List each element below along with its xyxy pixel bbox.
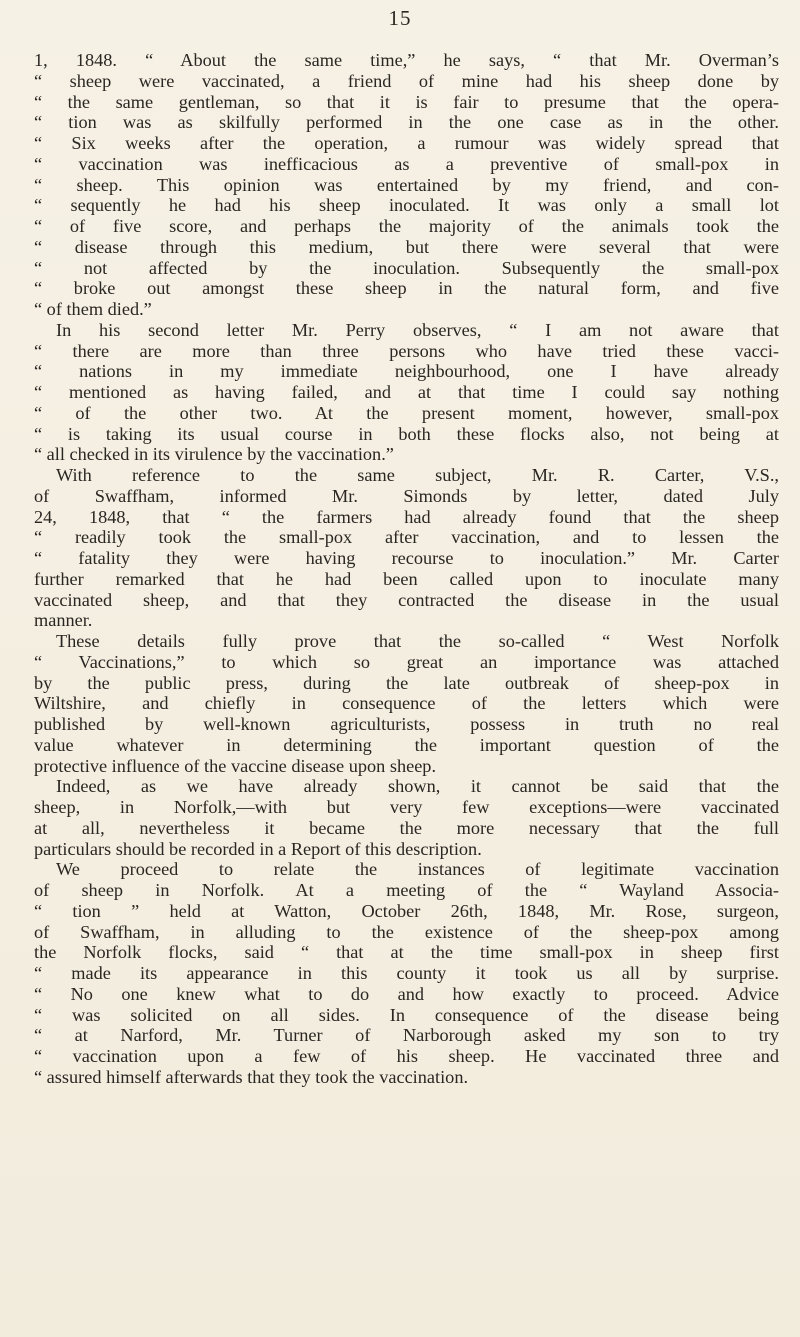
text-line: “ the same gentleman, so that it is fair to presume that the opera- bbox=[34, 91, 779, 112]
text-line: “ of five score, and perhaps the majority of the animals took the bbox=[34, 216, 779, 236]
text-line: “ tion ” held at Watton, October 26th, 1848, Mr. Rose, surgeon, bbox=[34, 900, 779, 921]
page-number: 15 bbox=[388, 6, 412, 30]
text-line: 24, 1848, that “ the farmers had already found that the sheep bbox=[34, 506, 779, 527]
text-line: “ made its appearance in this county it took us all by surprise. bbox=[34, 963, 779, 983]
text-line: “ not affected by the inoculation. Subsequently the small-pox bbox=[34, 257, 779, 278]
text-line: 1, 1848. “ About the same time,” he says, “ that Mr. Overman’s bbox=[34, 50, 779, 70]
text-line: Indeed, as we have already shown, it cannot be said that the bbox=[56, 776, 779, 797]
text-line: “ readily took the small-pox after vaccination, and to lessen the bbox=[34, 527, 779, 548]
text-line: “ at Narford, Mr. Turner of Narborough asked my son to try bbox=[34, 1025, 779, 1046]
text-line: “ was solicited on all sides. In consequence of the disease being bbox=[34, 1004, 779, 1025]
text-line: “ mentioned as having failed, and at that time I could say nothing bbox=[34, 382, 779, 402]
text-line: by the public press, during the late outbreak of sheep-pox in bbox=[34, 672, 779, 693]
text-line: published by well-known agriculturists, possess in truth no real bbox=[34, 714, 779, 734]
text-line: “ broke out amongst these sheep in the natural form, and five bbox=[34, 278, 779, 299]
text-line: manner. bbox=[34, 610, 93, 631]
text-line: of Swaffham, in alluding to the existence of the sheep-pox among bbox=[34, 921, 779, 942]
text-line: These details fully prove that the so-called “ West Norfolk bbox=[56, 631, 779, 651]
text-line: of sheep in Norfolk. At a meeting of the “ Wayland Associa- bbox=[34, 880, 779, 900]
text-line: “ fatality they were having recourse to inoculation.” Mr. Carter bbox=[34, 548, 779, 568]
text-line: value whatever in determining the important question of the bbox=[34, 734, 779, 755]
text-line: particulars should be recorded in a Report of this description. bbox=[34, 838, 482, 859]
text-line: With reference to the same subject, Mr. R. Carter, V.S., bbox=[56, 465, 779, 485]
text-line: We proceed to relate the instances of legitimate vaccination bbox=[56, 859, 779, 880]
text-line: “ all checked in its virulence by the vaccination.” bbox=[34, 444, 394, 465]
text-line: “ vaccination upon a few of his sheep. He vaccinated three and bbox=[34, 1046, 779, 1066]
text-line: further remarked that he had been called upon to inoculate many bbox=[34, 568, 779, 589]
text-line: “ sequently he had his sheep inoculated. It was only a small lot bbox=[34, 195, 779, 216]
text-line: Wiltshire, and chiefly in consequence of the letters which were bbox=[34, 693, 779, 714]
text-line: “ Vaccinations,” to which so great an importance was attached bbox=[34, 651, 779, 672]
text-line: “ vaccination was inefficacious as a preventive of small-pox in bbox=[34, 153, 779, 174]
text-line: “ sheep were vaccinated, a friend of mine had his sheep done by bbox=[34, 70, 779, 91]
text-line: of Swaffham, informed Mr. Simonds by letter, dated July bbox=[34, 485, 779, 506]
text-line: “ of them died.” bbox=[34, 299, 152, 319]
text-line: sheep, in Norfolk,—with but very few exceptions—were vaccinated bbox=[34, 797, 779, 817]
text-line: at all, nevertheless it became the more necessary that the full bbox=[34, 817, 779, 838]
text-line: “ there are more than three persons who have tried these vacci- bbox=[34, 340, 779, 361]
text-line: “ Six weeks after the operation, a rumour was widely spread that bbox=[34, 133, 779, 153]
text-line: “ tion was as skilfully performed in the one case as in the other. bbox=[34, 112, 779, 133]
text-line: “ No one knew what to do and how exactly to proceed. Advice bbox=[34, 983, 779, 1004]
text-line: vaccinated sheep, and that they contracted the disease in the usual bbox=[34, 589, 779, 610]
text-line: In his second letter Mr. Perry observes, “ I am not aware that bbox=[56, 319, 779, 340]
text-line: the Norfolk flocks, said “ that at the time small-pox in sheep first bbox=[34, 942, 779, 963]
text-line: “ is taking its usual course in both these flocks also, not being at bbox=[34, 423, 779, 444]
text-line: protective influence of the vaccine disease upon sheep. bbox=[34, 755, 437, 776]
body-text bbox=[34, 50, 779, 1088]
text-line: “ disease through this medium, but there were several that were bbox=[34, 236, 779, 257]
text-line: “ of the other two. At the present moment, however, small-pox bbox=[34, 402, 779, 423]
text-line: “ sheep. This opinion was entertained by my friend, and con- bbox=[34, 174, 779, 195]
text-line: “ assured himself afterwards that they took the vaccination. bbox=[34, 1066, 469, 1087]
text-line: “ nations in my immediate neighbourhood, one I have already bbox=[34, 361, 779, 382]
